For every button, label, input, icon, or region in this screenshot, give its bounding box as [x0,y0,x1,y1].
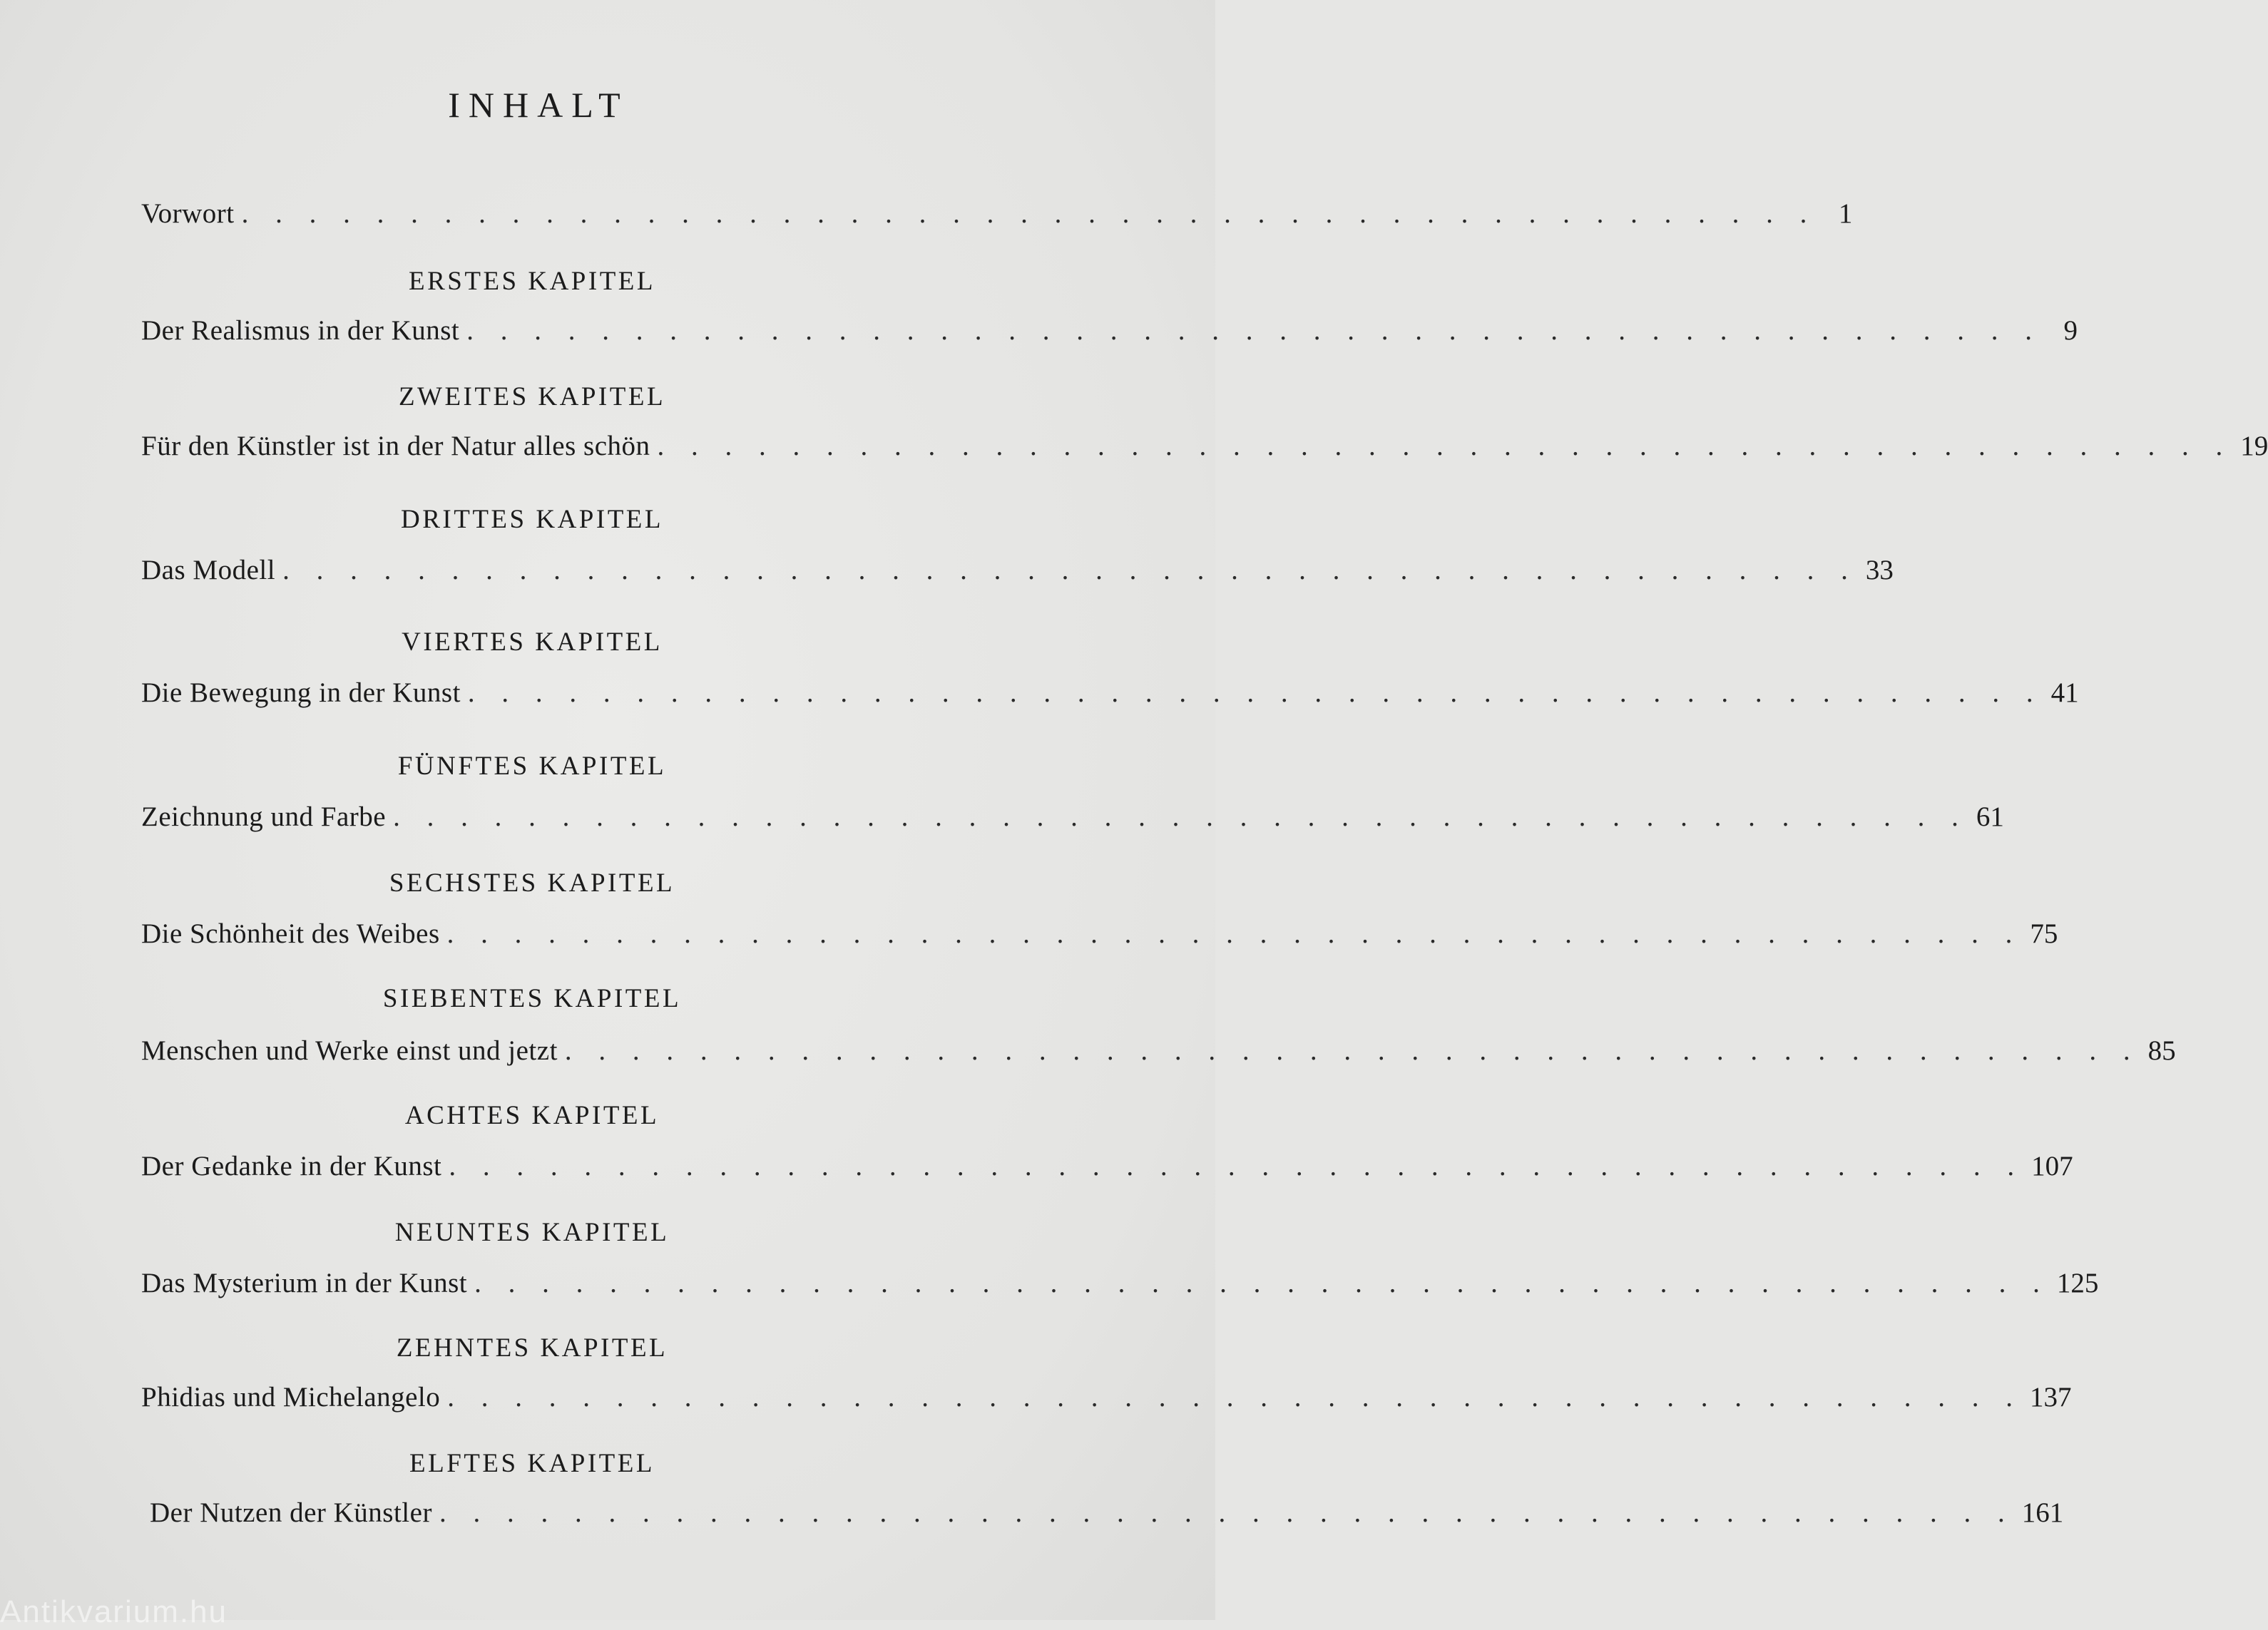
toc-entry-title: Der Realismus in der Kunst [141,315,460,346]
toc-entry [141,676,2079,710]
toc-entry [141,1149,2073,1184]
watermark: Antikvarium.hu [0,1594,228,1629]
toc-entry-title: Die Schönheit des Weibes [141,918,440,949]
toc-entry-title: Das Mysterium in der Kunst [141,1268,468,1298]
dot-leader: . . . . . . . . . . . . . . . . . . . . . . . . . . . . . . . . . . . . . . . . . . . . . . . [657,431,2233,461]
toc-page-number: 85 [2147,1035,2176,1066]
chapter-heading: NEUNTES KAPITEL [394,1218,670,1247]
toc-entry [141,1034,2176,1068]
chapter-heading: ELFTES KAPITEL [409,1449,655,1478]
chapter-heading: ACHTES KAPITEL [404,1101,660,1130]
toc-page-number: 125 [2056,1268,2099,1298]
dot-leader: . . . . . . . . . . . . . . . . . . . . . . . . . . . . . . . . . . . . . . . . . . . . . . . [564,1035,2140,1066]
toc-page-number: 9 [2063,315,2078,346]
dot-leader: . . . . . . . . . . . . . . . . . . . . . . . . . . . . . . . . . . . . . . . . . . . . . . . [466,315,2043,346]
chapter-heading: DRITTES KAPITEL [401,505,663,534]
toc-entry [141,314,2078,348]
toc-page-number: 1 [1838,198,1853,229]
toc-page-number: 41 [2050,677,2079,708]
toc-entry [141,1380,2072,1415]
dot-leader: . . . . . . . . . . . . . . . . . . . . . . . . . . . . . . . . . . . . . . . . . . . . . . . [241,198,1817,229]
dot-leader: . . . . . . . . . . . . . . . . . . . . . . . . . . . . . . . . . . . . . . . . . . . . . . . [282,555,1858,585]
toc-page-number: 33 [1865,555,1894,585]
chapter-heading: VIERTES KAPITEL [402,627,663,657]
dot-leader: . . . . . . . . . . . . . . . . . . . . . . . . . . . . . . . . . . . . . . . . . . . . . . . [446,918,2023,949]
toc-entry-title: Vorwort [141,198,235,229]
toc-entry-preface [141,197,1853,231]
toc-entry-title: Die Bewegung in der Kunst [141,677,461,708]
toc-page-number: 137 [2030,1382,2072,1413]
toc-entry [141,429,2268,463]
chapter-heading: ERSTES KAPITEL [408,267,656,296]
toc-entry-title: Der Nutzen der Künstler [150,1497,432,1528]
chapter-heading: SIEBENTES KAPITEL [382,984,682,1013]
toc-entry [141,917,2058,951]
toc-entry-title: Zeichnung und Farbe [141,801,387,832]
dot-leader: . . . . . . . . . . . . . . . . . . . . . . . . . . . . . . . . . . . . . . . . . . . . . . . [449,1151,2025,1182]
toc-page-number: 61 [1976,801,2004,832]
toc-entry [141,1266,2099,1301]
toc-entry-title: Für den Künstler ist in der Natur alles schön [141,431,650,461]
chapter-heading: SECHSTES KAPITEL [389,868,675,898]
dot-leader: . . . . . . . . . . . . . . . . . . . . . . . . . . . . . . . . . . . . . . . . . . . . . . . [393,801,1968,832]
chapter-heading: ZWEITES KAPITEL [398,382,666,411]
toc-entry [141,553,1894,588]
toc-entry-title: Das Modell [141,555,276,585]
chapter-heading: FÜNFTES KAPITEL [397,752,667,781]
toc-page-number: 19 [2240,431,2268,461]
page-title: INHALT [448,85,629,125]
dot-leader: . . . . . . . . . . . . . . . . . . . . . . . . . . . . . . . . . . . . . . . . . . . . . . . [439,1497,2015,1528]
dot-leader: . . . . . . . . . . . . . . . . . . . . . . . . . . . . . . . . . . . . . . . . . . . . . . . [474,1268,2050,1298]
toc-entry [141,1496,2064,1530]
toc-entry-title: Menschen und Werke einst und jetzt [141,1035,558,1066]
toc-page-number: 75 [2030,918,2058,949]
toc-page-number: 107 [2031,1151,2073,1182]
toc-entry-title: Der Gedanke in der Kunst [141,1151,442,1182]
toc-entry-title: Phidias und Michelangelo [141,1382,441,1413]
chapter-heading: ZEHNTES KAPITEL [396,1333,668,1363]
dot-leader: . . . . . . . . . . . . . . . . . . . . . . . . . . . . . . . . . . . . . . . . . . . . . . . [467,677,2043,708]
toc-entry [141,800,2004,834]
dot-leader: . . . . . . . . . . . . . . . . . . . . . . . . . . . . . . . . . . . . . . . . . . . . . . . [447,1382,2023,1413]
toc-page-number: 161 [2021,1497,2064,1528]
